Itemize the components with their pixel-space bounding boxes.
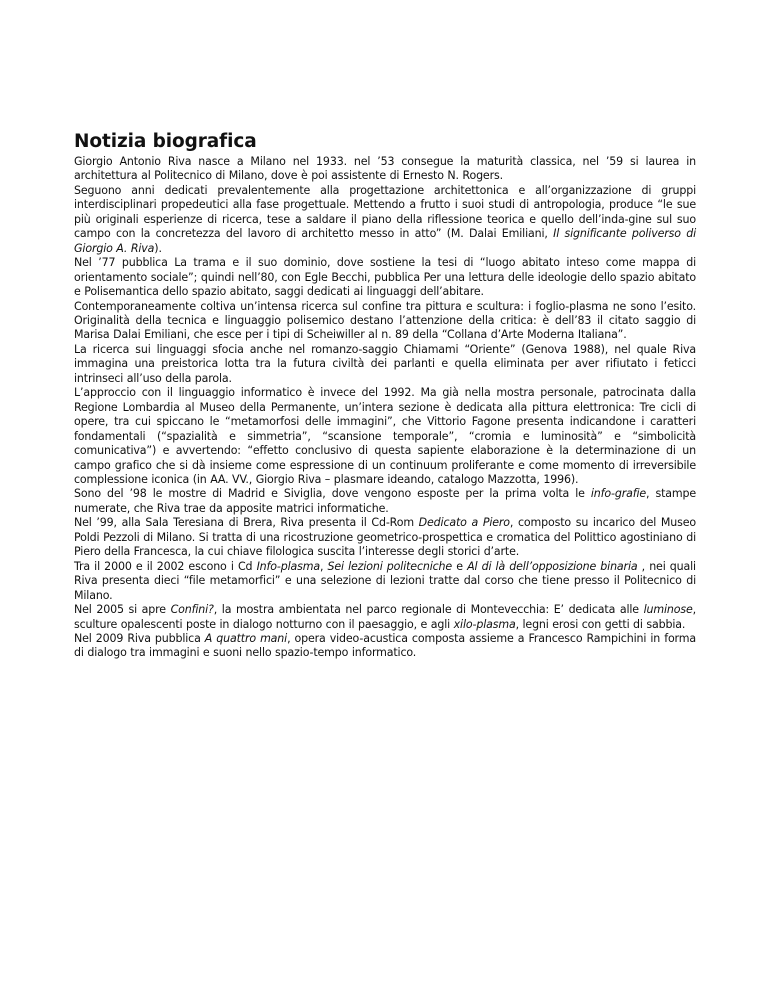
paragraph-text: e <box>452 559 468 573</box>
paragraph <box>74 632 696 661</box>
paragraph-text: , legni erosi con getti di sabbia. <box>515 617 686 631</box>
paragraph <box>74 516 696 559</box>
italic-text: Confini? <box>170 603 214 617</box>
paragraph <box>74 386 696 487</box>
paragraph <box>74 256 696 299</box>
paragraph-text: , <box>319 559 328 573</box>
paragraph <box>74 487 696 516</box>
paragraph-text: Nel 2005 si apre <box>74 603 171 617</box>
paragraph <box>74 343 696 386</box>
italic-text: xilo-plasma <box>453 617 516 631</box>
biography-text <box>74 155 696 661</box>
italic-text: luminose <box>643 603 693 617</box>
paragraph <box>74 560 696 603</box>
paragraph <box>74 300 696 343</box>
paragraph-text: Seguono anni dedicati prevalentemente alla progettazione architettonica e all’organizzazione di gruppi interdisciplinari propedeutici alla fase progettuale. Mettendo a frutto i suoi studi di antropologia, produce “le sue più originali esperienze di ricerca, tese a saldare il piano della riflessione teorica e quello dell’inda-gine sul suo campo con la concretezza del lavoro di architetto messo in atto” (M. Dalai Emiliani, <box>74 183 696 241</box>
italic-text: Sei lezioni politecniche <box>327 559 453 573</box>
paragraph-text: Nel 2009 Riva pubblica <box>74 631 205 645</box>
paragraph-text: , opera video-acustica composta assieme a Francesco Rampichini in forma di dialogo tra immagini e suoni nello spazio-tempo informatico. <box>74 631 696 660</box>
paragraph-text: Tra il 2000 e il 2002 escono i Cd <box>74 559 257 573</box>
page-title: Notizia biografica <box>74 131 257 152</box>
paragraph-text: Nel ’99, alla Sala Teresiana di Brera, Riva presenta il Cd-Rom <box>74 516 419 530</box>
paragraph-text: Giorgio Antonio Riva nasce a Milano nel 1933. nel ’53 consegue la maturità classica, nel ’59 si laurea in architettura al Politecnico di Milano, dove è poi assistente di Ernesto N. Rogers. <box>74 155 696 183</box>
paragraph <box>74 184 696 256</box>
paragraph-text: La ricerca sui linguaggi sfocia anche nel romanzo-saggio Chiamami “Oriente” (Genova 1988), nel quale Riva immagina una preistorica lotta tra la futura civiltà dei parlanti e quella eliminata per aver rifiutato i feticci intrinseci all’uso della parola. <box>74 342 696 385</box>
document-page <box>74 131 696 661</box>
italic-text: A quattro mani <box>204 631 288 645</box>
paragraph-text: Nel ’77 pubblica La trama e il suo dominio, dove sostiene la tesi di “luogo abitato inteso come mappa di orientamento sociale”; quindi nell’80, con Egle Becchi, pubblica Per una lettura delle ideologie dello spazio abitato e Polisemantica dello spazio abitato, saggi dedicati ai linguaggi dell’abitare. <box>74 256 696 299</box>
paragraph-text: Sono del ’98 le mostre di Madrid e Siviglia, dove vengono esposte per la prima volta le <box>74 487 591 501</box>
italic-text: Dedicato a Piero <box>418 516 510 530</box>
italic-text: Info-plasma <box>256 559 320 573</box>
italic-text: Al di là dell’opposizione binaria <box>467 559 638 573</box>
paragraph <box>74 603 696 632</box>
paragraph-text: , sculture opalescenti poste in dialogo notturno con il paesaggio, e agli <box>74 603 696 631</box>
paragraph-text: Contemporaneamente coltiva un’intensa ricerca sul confine tra pittura e scultura: i foglio-plasma ne sono l’esito. Originalità della tecnica e linguaggio polisemico destano l’attenzione della critica: è dell’83 il citato saggio di Marisa Dalai Emiliani, che esce per i tipi di Scheiwiller al n. 89 della “Collana d’Arte Moderna Italiana”. <box>74 299 696 342</box>
italic-text: Il significante poliverso di Giorgio A. Riva <box>74 227 696 255</box>
paragraph-text: , nei quali Riva presenta dieci “file metamorfici” e una selezione di lezioni tratte dal corso che tiene presso il Politecnico di Milano. <box>74 559 696 602</box>
italic-text: info-grafie <box>590 487 647 501</box>
paragraph-text: , stampe numerate, che Riva trae da apposite matrici informatiche. <box>74 487 696 515</box>
paragraph <box>74 155 696 184</box>
paragraph-text: L’approccio con il linguaggio informatico è invece del 1992. Ma già nella mostra personale, patrocinata dalla Regione Lombardia al Museo della Permanente, un’intera sezione è dedicata alla pittura elettronica: Tre cicli di opere, tra cui spiccano le “metamorfosi delle immagini”, che Vittorio Fagone presenta indicandone i caratteri fondamentali (“spazialità e simmetria”, “scansione temporale”, “cromia e luminosità” e “simbolicità comunicativa”) e avvertendo: “effetto conclusivo di questa sapiente elaborazione è la determinazione di un campo grafico che si dà insieme come espressione di un continuum proliferante e come momento di irreversibile complessione iconica (in AA. VV., Giorgio Riva – plasmare ideando, catalogo Mazzotta, 1996). <box>74 386 696 486</box>
paragraph-text: , la mostra ambientata nel parco regionale di Montevecchia: E’ dedicata alle <box>213 603 644 617</box>
paragraph-text: ). <box>154 241 162 255</box>
paragraph-text: , composto su incarico del Museo Poldi Pezzoli di Milano. Si tratta di una ricostruzione geometrico-prospettica e cromatica del Polittico agostiniano di Piero della Francesca, la cui chiave filologica suscita l’interesse degli storici d’arte. <box>74 516 696 559</box>
